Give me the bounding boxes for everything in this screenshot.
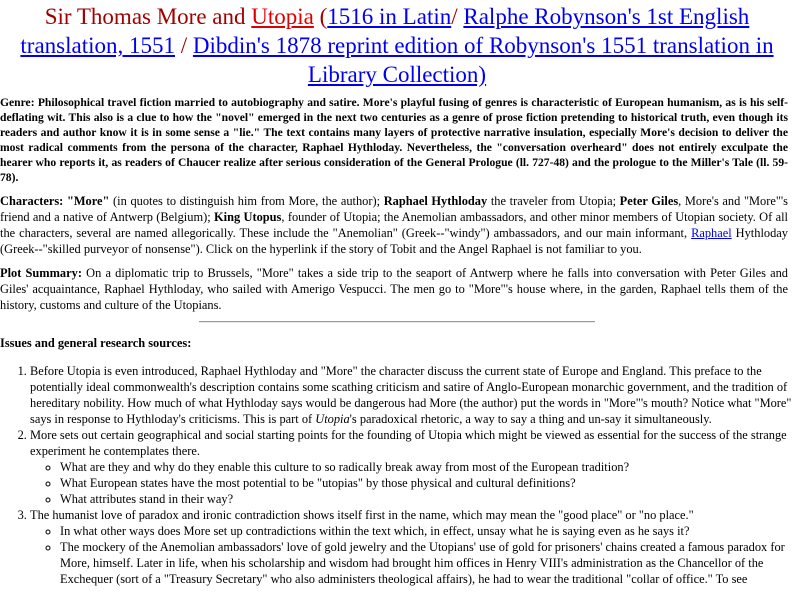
characters-text-4: , founder of Utopia; the Anemolian ambassadors, and other minor members of Utopian society. Of all the characters, several are named allegorically. These include the "Anemolian" (Greek--"windy") ambassadors, and our main informant,	[0, 210, 788, 240]
raphael-link[interactable]: Raphael	[691, 226, 732, 240]
genre-paragraph	[0, 95, 794, 185]
latin-edition-link[interactable]: 1516 in Latin	[327, 4, 452, 29]
characters-text-5: Hythloday (Greek--"skilled purveyor of nonsense"). Click on the hyperlink if the story of Tobit and the Angel Raphael is not familiar to you.	[0, 226, 788, 256]
list-item: ◦ The mockery of the Anemolian ambassadors' love of gold jewelry and the Utopians' use of gold for prisoners' chains created a famous paradox for More, himself. Later in life, when his scholarship and wisdom had brought him offices in Henry VIII's administration as the Chancellor of the Exchequer (sort of a "Treasury Secretary" who also administers theological affairs), he had to wear the traditional "collar of office." To see	[60, 539, 794, 587]
genre-text: Philosophical travel fiction married to autobiography and satire. More's playful fusing of genres is characteristic of European humanism, as is his self-deflating wit. This also is a clue to how the "novel" emerged in the next two centuries as a genre of prose fiction pretending to historical truth, even though its readers and author know it is in some sense a "lie." The text contains many layers of protective narrative insulation, especially More's decision to deliver the most radical comments from the persona of the character, Raphael Hythloday. Nevertheless, the "conversation overheard" does not entirely exculpate the hearer who reports it, as readers of Chaucer realize after serious consideration of the General Prologue (ll. 727-48) and the prologue to the Miller's Tale (ll. 59-78).	[0, 96, 788, 184]
plot-text: On a diplomatic trip to Brussels, "More" takes a side trip to the seaport of Antwerp where he falls into conversation with Peter Giles and Giles' acquaintance, Raphael Hythloday, who sailed with Amerigo Vespucci. The men go to "More"'s house where, in the garden, Raphael tells them of the history, customs and culture of the Utopians.	[0, 266, 788, 312]
issue-3-text: The humanist love of paradox and ironic contradiction shows itself first in the name, which may mean the "good place" or "no place."	[30, 508, 694, 522]
dibdin-reprint-link[interactable]: Dibdin's 1878 reprint edition of Robynson's 1551 translation in Library Collection)	[192, 33, 774, 87]
issue-item-2	[30, 427, 794, 507]
plot-paragraph	[0, 265, 794, 313]
characters-text-1: (in quotes to distinguish him from More, the author);	[109, 194, 384, 208]
list-item: ◦ What are they and why do they enable this culture to so radically break away from most of the European tradition?	[60, 459, 794, 475]
character-raphael: Raphael Hythloday	[383, 194, 488, 208]
list-item: ◦ What attributes stand in their way?	[60, 491, 794, 507]
genre-label: Genre:	[0, 96, 35, 109]
title-slash-2: /	[175, 33, 193, 58]
title-slash-1: /	[451, 4, 464, 29]
character-king-utopus: King Utopus	[214, 210, 282, 224]
characters-label: Characters:	[0, 194, 64, 208]
characters-text-2: the traveler from Utopia;	[487, 194, 620, 208]
robynson-translation-link[interactable]: Ralphe Robynson's 1st English translation, 1551	[20, 4, 750, 58]
issue-3-sublist	[30, 523, 794, 587]
characters-paragraph	[0, 193, 794, 257]
character-more: "More"	[63, 194, 110, 208]
title-open-paren: (	[313, 4, 328, 29]
plot-label: Plot Summary:	[0, 266, 82, 280]
character-peter-giles: Peter Giles	[619, 194, 679, 208]
issue-item-3	[30, 507, 794, 587]
issues-list	[0, 363, 794, 587]
section-divider	[199, 321, 595, 323]
issue-2-text: More sets out certain geographical and social starting points for the founding of Utopia which might be viewed as essential for the success of the strange experiment he contemplates there.	[30, 428, 787, 458]
issue-1-text-a: Before Utopia is even introduced, Raphael Hythloday and "More" the character discuss the current state of Europe and England. This preface to the potentially ideal commonwealth's description contains some scathing criticism and satire of Anglo-European monarchic government, and the tradition of hereditary nobility. How much of what Hythloday says would be dangerous had More (the author) put the words in "More"'s mouth? Notice what "More" says in response to Hythloday's criticisms. This is part of	[30, 364, 792, 426]
utopia-title-link[interactable]: Utopia	[251, 4, 314, 29]
issues-heading: Issues and general research sources:	[0, 336, 192, 350]
list-item: ◦ What European states have the most potential to be "utopias" by those physical and cultural definitions?	[60, 475, 794, 491]
issue-item-1	[30, 363, 794, 427]
issue-1-text-b: 's paradoxical rhetoric, a way to say a thing and un-say it simultaneously.	[349, 412, 712, 426]
characters-text-3: , More's and "More"'s friend and a native of Antwerp (Belgium);	[0, 194, 788, 224]
page-title	[8, 2, 786, 89]
utopia-italic: Utopia	[315, 412, 350, 426]
list-item: ◦ In what other ways does More set up contradictions within the text which, in effect, unsay what he is saying even as he says it?	[60, 523, 794, 539]
title-prefix: Sir Thomas More and	[44, 4, 252, 29]
issue-2-sublist	[30, 459, 794, 507]
